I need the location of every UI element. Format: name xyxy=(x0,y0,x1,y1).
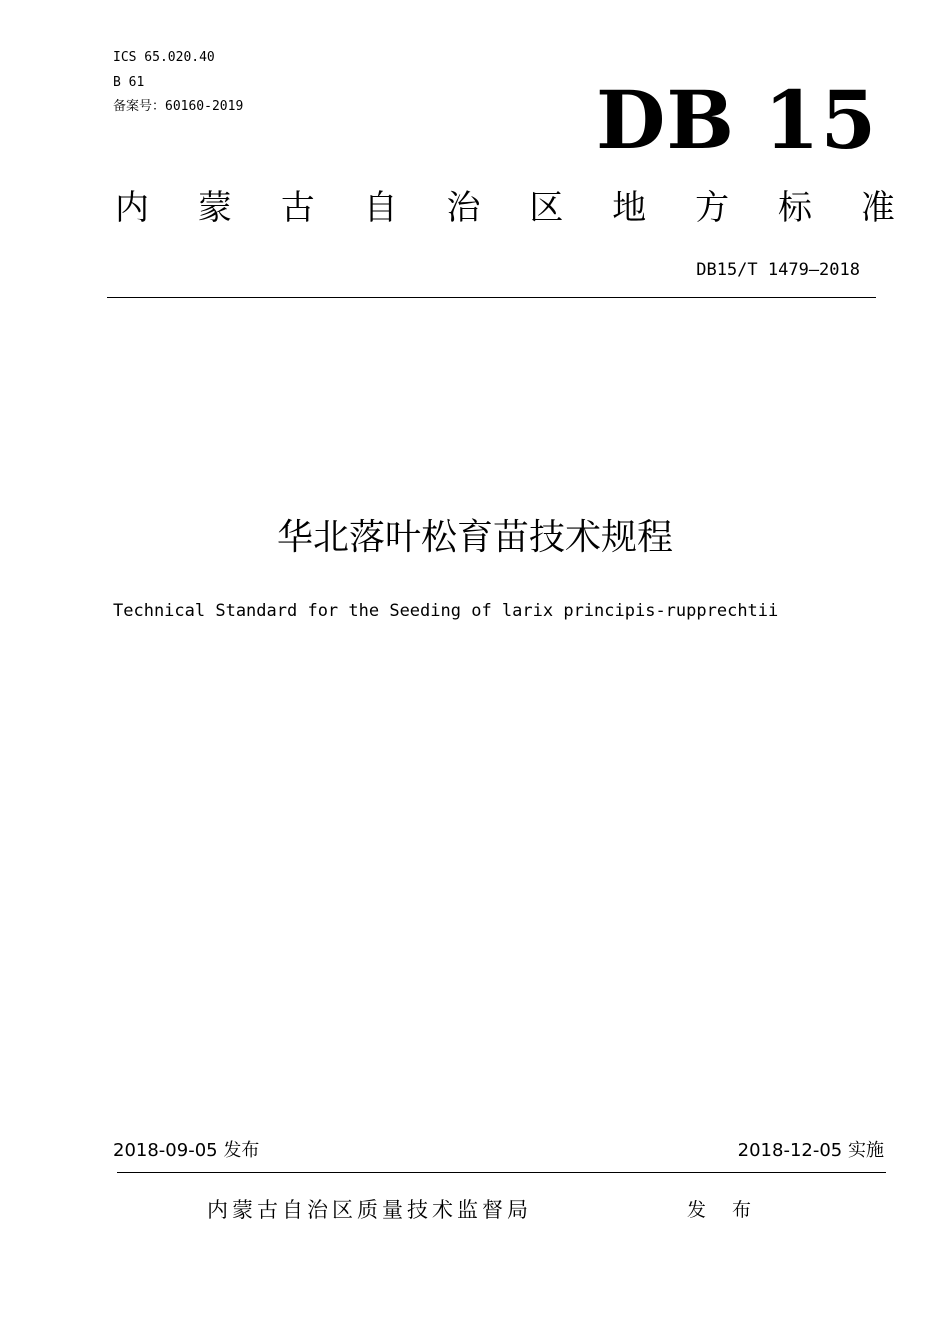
heading-char: 方 xyxy=(695,188,730,228)
local-standard-heading xyxy=(115,186,895,230)
heading-char: 标 xyxy=(778,188,812,228)
heading-char: 准 xyxy=(860,188,895,228)
document-title-chinese: 华北落叶松育苗技术规程 xyxy=(276,517,673,558)
heading-char: 自 xyxy=(363,188,398,228)
heading-char: 治 xyxy=(446,188,481,228)
heading-char: 内 xyxy=(115,188,149,228)
heading-char: 蒙 xyxy=(197,188,232,228)
classification-code: B 61 xyxy=(113,75,145,90)
standard-number: DB15/T 1479—2018 xyxy=(696,260,860,280)
issuing-authority: 内蒙古自治区质量技术监督局 xyxy=(207,1198,532,1222)
record-number: 备案号：60160-2019 xyxy=(113,99,244,114)
heading-char: 古 xyxy=(280,188,315,228)
implementation-date: 2018-12-05 实施 xyxy=(737,1140,884,1161)
header-divider xyxy=(107,297,876,298)
footer-divider xyxy=(117,1172,886,1173)
issue-action: 发 布 xyxy=(687,1199,762,1221)
issue-date: 2018-09-05 发布 xyxy=(113,1140,260,1161)
heading-char: 区 xyxy=(529,188,564,228)
ics-code: ICS 65.020.40 xyxy=(113,50,215,65)
document-title-english: Technical Standard for the Seeding of larix principis-rupprechtii xyxy=(113,601,779,621)
standard-logo: DB 15 xyxy=(596,73,878,167)
heading-char: 地 xyxy=(612,188,647,228)
